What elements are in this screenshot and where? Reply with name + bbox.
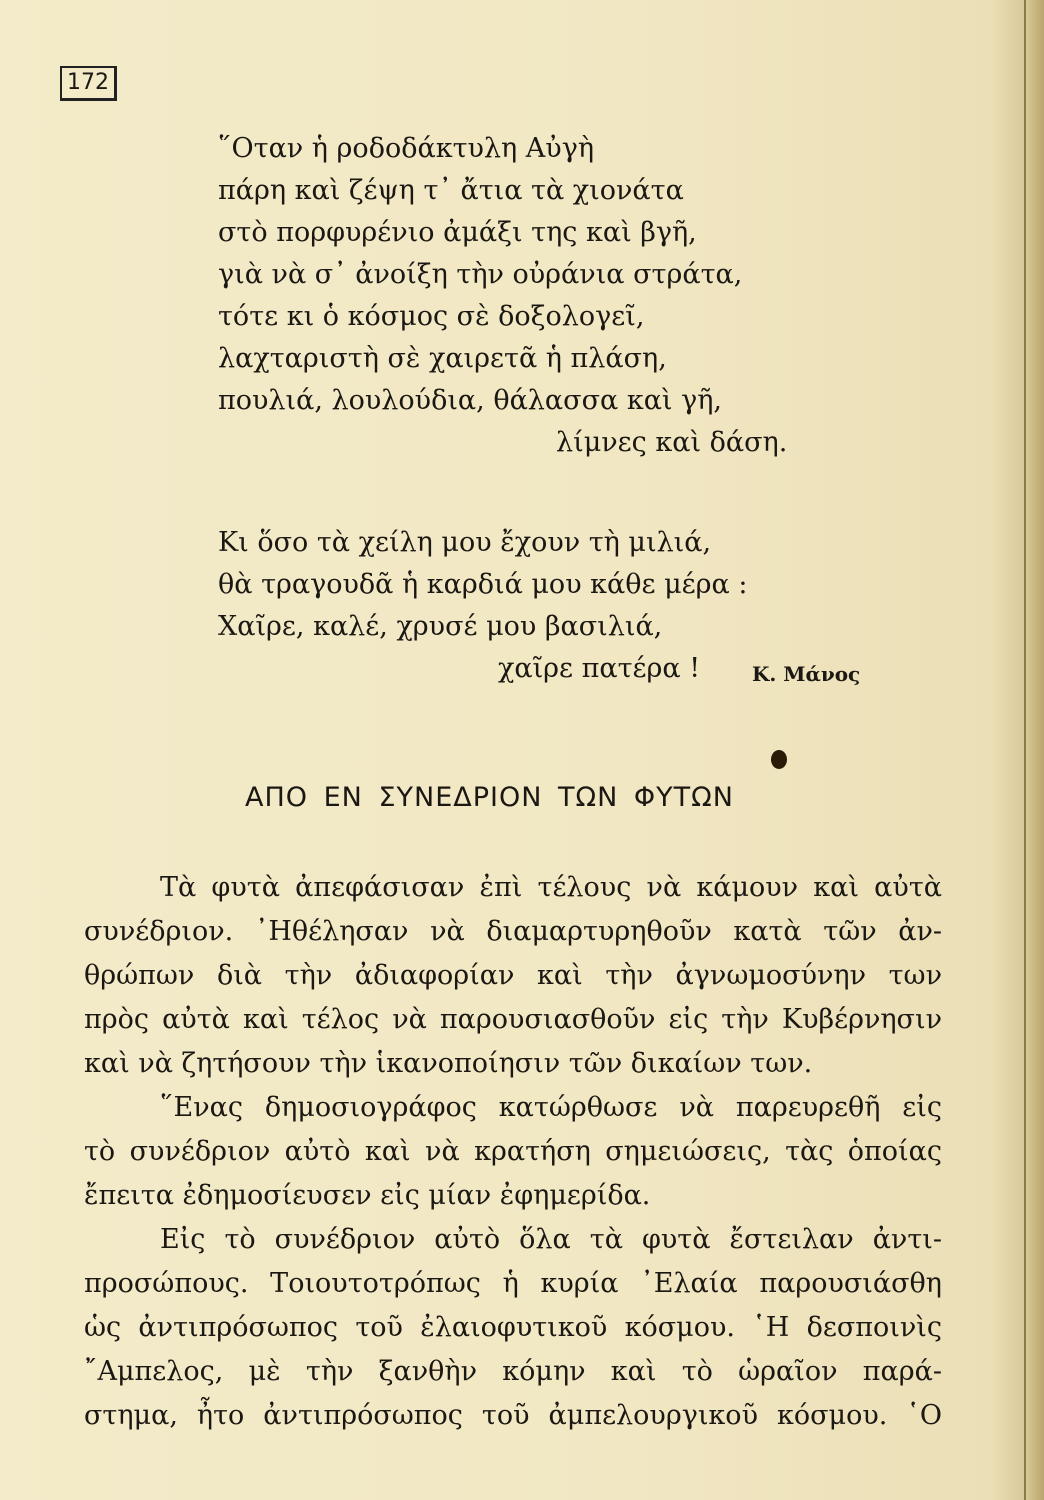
poem xyxy=(218,128,788,690)
poem-stanza-1 xyxy=(218,128,788,464)
poem-author: Κ. Μάνος xyxy=(752,662,861,686)
prose-line: προσώπους. Τοιουτοτρόπως ἡ κυρία ᾿Ελαία παρουσιάσθη xyxy=(84,1268,942,1299)
stanza-gap xyxy=(218,464,778,522)
poem-line: χαῖρε πατέρα ! xyxy=(498,653,701,684)
prose-line: συνέδριον. ᾿Ηθέλησαν νὰ διαμαρτυρηθοῦν κατὰ τῶν ἀν- xyxy=(84,916,942,947)
prose-line: Τὰ φυτὰ ἀπεφάσισαν ἐπὶ τέλους νὰ κάμουν καὶ αὐτὰ xyxy=(160,872,942,903)
poem-line: πάρη καὶ ζέψη τ᾽ ἄτια τὰ χιονάτα xyxy=(218,175,684,206)
prose-line: πρὸς αὐτὰ καὶ τέλος νὰ παρουσιασθοῦν εἰς τὴν Κυβέρνησιν xyxy=(84,1004,942,1035)
paragraph-3 xyxy=(84,1218,942,1438)
prose-line: καὶ νὰ ζητήσουν τὴν ἱκανοποίησιν τῶν δικαίων των. xyxy=(84,1048,813,1079)
poem-line: θὰ τραγουδᾶ ἡ καρδιά μου κάθε μέρα : xyxy=(218,569,748,600)
poem-line: στὸ πορφυρένιο ἀμάξι της καὶ βγῆ, xyxy=(218,217,697,248)
section-title: ΑΠΟ ΕΝ ΣΥΝΕΔΡΙΟΝ ΤΩΝ ΦΥΤΩΝ xyxy=(245,782,734,813)
ink-stain xyxy=(771,750,787,769)
poem-line: Κι ὅσο τὰ χείλη μου ἔχουν τὴ μιλιά, xyxy=(218,527,712,558)
paragraph-1 xyxy=(84,866,942,1086)
poem-line: γιὰ νὰ σ᾽ ἀνοίξη τὴν οὐράνια στράτα, xyxy=(218,259,743,290)
poem-line: ῞Οταν ἡ ροδοδάκτυλη Αὐγὴ xyxy=(218,133,595,164)
prose-line: Εἰς τὸ συνέδριον αὐτὸ ὅλα τὰ φυτὰ ἔστειλαν ἀντι- xyxy=(160,1224,942,1255)
poem-line: πουλιά, λουλούδια, θάλασσα καὶ γῆ, xyxy=(218,385,722,416)
prose-line: θρώπων διὰ τὴν ἀδιαφορίαν καὶ τὴν ἀγνωμοσύνην των xyxy=(84,960,942,991)
poem-line: Χαῖρε, καλέ, χρυσέ μου βασιλιά, xyxy=(218,611,663,642)
prose-line: ἔπειτα ἐδημοσίευσεν εἰς μίαν ἐφημερίδα. xyxy=(84,1180,651,1211)
prose-line: ῎Αμπελος, μὲ τὴν ξανθὴν κόμην καὶ τὸ ὡραῖον παρά- xyxy=(84,1356,942,1387)
poem-line: τότε κι ὁ κόσμος σὲ δοξολογεῖ, xyxy=(218,301,645,332)
paragraph-2 xyxy=(84,1086,942,1218)
prose-line: τὸ συνέδριον αὐτὸ καὶ νὰ κρατήση σημειώσεις, τὰς ὁποίας xyxy=(84,1136,942,1167)
prose-line: ῞Ενας δημοσιογράφος κατώρθωσε νὰ παρευρεθῆ εἰς xyxy=(160,1092,942,1123)
prose-body xyxy=(84,866,942,1438)
book-binding-edge xyxy=(1024,0,1044,1500)
poem-line: λαχταριστὴ σὲ χαιρετᾶ ἡ πλάση, xyxy=(218,343,667,374)
poem-line: λίμνες καὶ δάση. xyxy=(556,427,788,458)
poem-stanza-2 xyxy=(218,522,778,690)
page-number: 172 xyxy=(60,66,117,101)
prose-line: στημα, ἦτο ἀντιπρόσωπος τοῦ ἀμπελουργικοῦ κόσμου. ῾Ο xyxy=(84,1400,942,1431)
prose-line: ὡς ἀντιπρόσωπος τοῦ ἐλαιοφυτικοῦ κόσμου. ῾Η δεσποινὶς xyxy=(84,1312,942,1343)
